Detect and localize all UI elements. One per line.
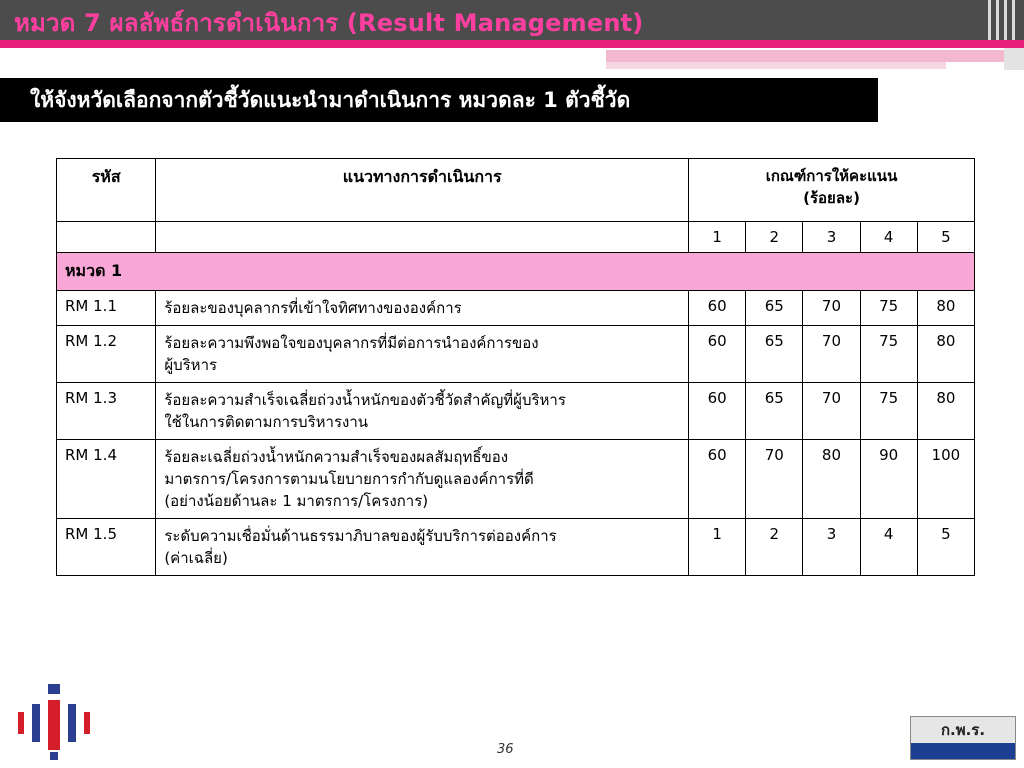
slide-header xyxy=(0,0,1024,40)
row-description xyxy=(156,326,689,383)
page-number: 36 xyxy=(497,742,514,757)
header-decoration xyxy=(984,0,1024,40)
slide-subtitle: ให้จังหวัดเลือกจากตัวชี้วัดแนะนำมาดำเนินการ หมวดละ 1 ตัวชี้วัด xyxy=(0,78,878,122)
table-row xyxy=(57,383,975,440)
row-description-line: ผู้บริหาร xyxy=(164,356,218,374)
row-description-line: ใช้ในการติดตามการบริหารงาน xyxy=(164,413,368,431)
opdc-logo xyxy=(910,716,1016,760)
row-score: 80 xyxy=(803,440,860,519)
row-code: RM 1.5 xyxy=(57,519,156,576)
header-decoration-bar-2 xyxy=(606,62,946,69)
criteria-table xyxy=(56,158,975,576)
row-score: 60 xyxy=(689,383,746,440)
score-level-row xyxy=(57,222,975,253)
row-score: 5 xyxy=(917,519,974,576)
header-criteria xyxy=(689,159,975,222)
row-description-line: ร้อยละเฉลี่ยถ่วงน้ำหนักความสำเร็จของผลสัมฤทธิ์ของ xyxy=(164,448,509,466)
row-score: 70 xyxy=(803,326,860,383)
row-description: ร้อยละของบุคลากรที่เข้าใจทิศทางขององค์การ xyxy=(156,291,689,326)
row-description-line: ร้อยละความพึงพอใจของบุคลากรที่มีต่อการนำองค์การของ xyxy=(164,334,539,352)
ocsc-logo-icon xyxy=(10,682,100,762)
header-decoration-bar xyxy=(606,50,1011,62)
slide-title: หมวด 7 ผลลัพธ์การดำเนินการ (Result Management) xyxy=(14,9,644,37)
row-code: RM 1.2 xyxy=(57,326,156,383)
group-label: หมวด 1 xyxy=(57,253,975,291)
table-row xyxy=(57,326,975,383)
row-score: 65 xyxy=(746,383,803,440)
row-description xyxy=(156,440,689,519)
row-description-line: ระดับความเชื่อมั่นด้านธรรมาภิบาลของผู้รับบริการต่อองค์การ xyxy=(164,527,557,545)
empty-cell xyxy=(156,222,689,253)
score-level: 2 xyxy=(746,222,803,253)
table-header-row xyxy=(57,159,975,222)
row-description xyxy=(156,383,689,440)
row-score: 65 xyxy=(746,291,803,326)
row-score: 60 xyxy=(689,291,746,326)
row-score: 1 xyxy=(689,519,746,576)
opdc-logo-text: ก.พ.ร. xyxy=(911,717,1015,743)
score-level: 1 xyxy=(689,222,746,253)
row-score: 60 xyxy=(689,326,746,383)
row-description-line: (อย่างน้อยด้านละ 1 มาตรการ/โครงการ) xyxy=(164,492,429,510)
row-score: 65 xyxy=(746,326,803,383)
row-score: 4 xyxy=(860,519,917,576)
empty-cell xyxy=(57,222,156,253)
row-score: 70 xyxy=(803,291,860,326)
header-description: แนวทางการดำเนินการ xyxy=(156,159,689,222)
row-code: RM 1.3 xyxy=(57,383,156,440)
table-row xyxy=(57,519,975,576)
row-score: 80 xyxy=(917,383,974,440)
score-level: 5 xyxy=(917,222,974,253)
row-score: 100 xyxy=(917,440,974,519)
group-row xyxy=(57,253,975,291)
row-code: RM 1.4 xyxy=(57,440,156,519)
row-score: 80 xyxy=(917,326,974,383)
header-code: รหัส xyxy=(57,159,156,222)
row-score: 75 xyxy=(860,291,917,326)
row-score: 3 xyxy=(803,519,860,576)
row-description-line: ร้อยละความสำเร็จเฉลี่ยถ่วงน้ำหนักของตัวชี้วัดสำคัญที่ผู้บริหาร xyxy=(164,391,566,409)
header-criteria-line1: เกณฑ์การให้คะแนน xyxy=(765,167,898,185)
row-score: 70 xyxy=(803,383,860,440)
row-score: 75 xyxy=(860,383,917,440)
header-criteria-line2: (ร้อยละ) xyxy=(803,189,860,207)
row-code: RM 1.1 xyxy=(57,291,156,326)
header-accent-line xyxy=(0,40,1024,48)
score-level: 3 xyxy=(803,222,860,253)
row-score: 80 xyxy=(917,291,974,326)
row-score: 60 xyxy=(689,440,746,519)
row-score: 90 xyxy=(860,440,917,519)
header-decoration-corner xyxy=(1004,48,1024,70)
score-level: 4 xyxy=(860,222,917,253)
table-row xyxy=(57,440,975,519)
row-score: 2 xyxy=(746,519,803,576)
row-score: 75 xyxy=(860,326,917,383)
row-description-line: มาตรการ/โครงการตามนโยบายการกำกับดูแลองค์การที่ดี xyxy=(164,470,534,488)
row-description xyxy=(156,519,689,576)
row-description-line: (ค่าเฉลี่ย) xyxy=(164,549,228,567)
opdc-logo-band xyxy=(911,743,1015,759)
table-row xyxy=(57,291,975,326)
row-score: 70 xyxy=(746,440,803,519)
